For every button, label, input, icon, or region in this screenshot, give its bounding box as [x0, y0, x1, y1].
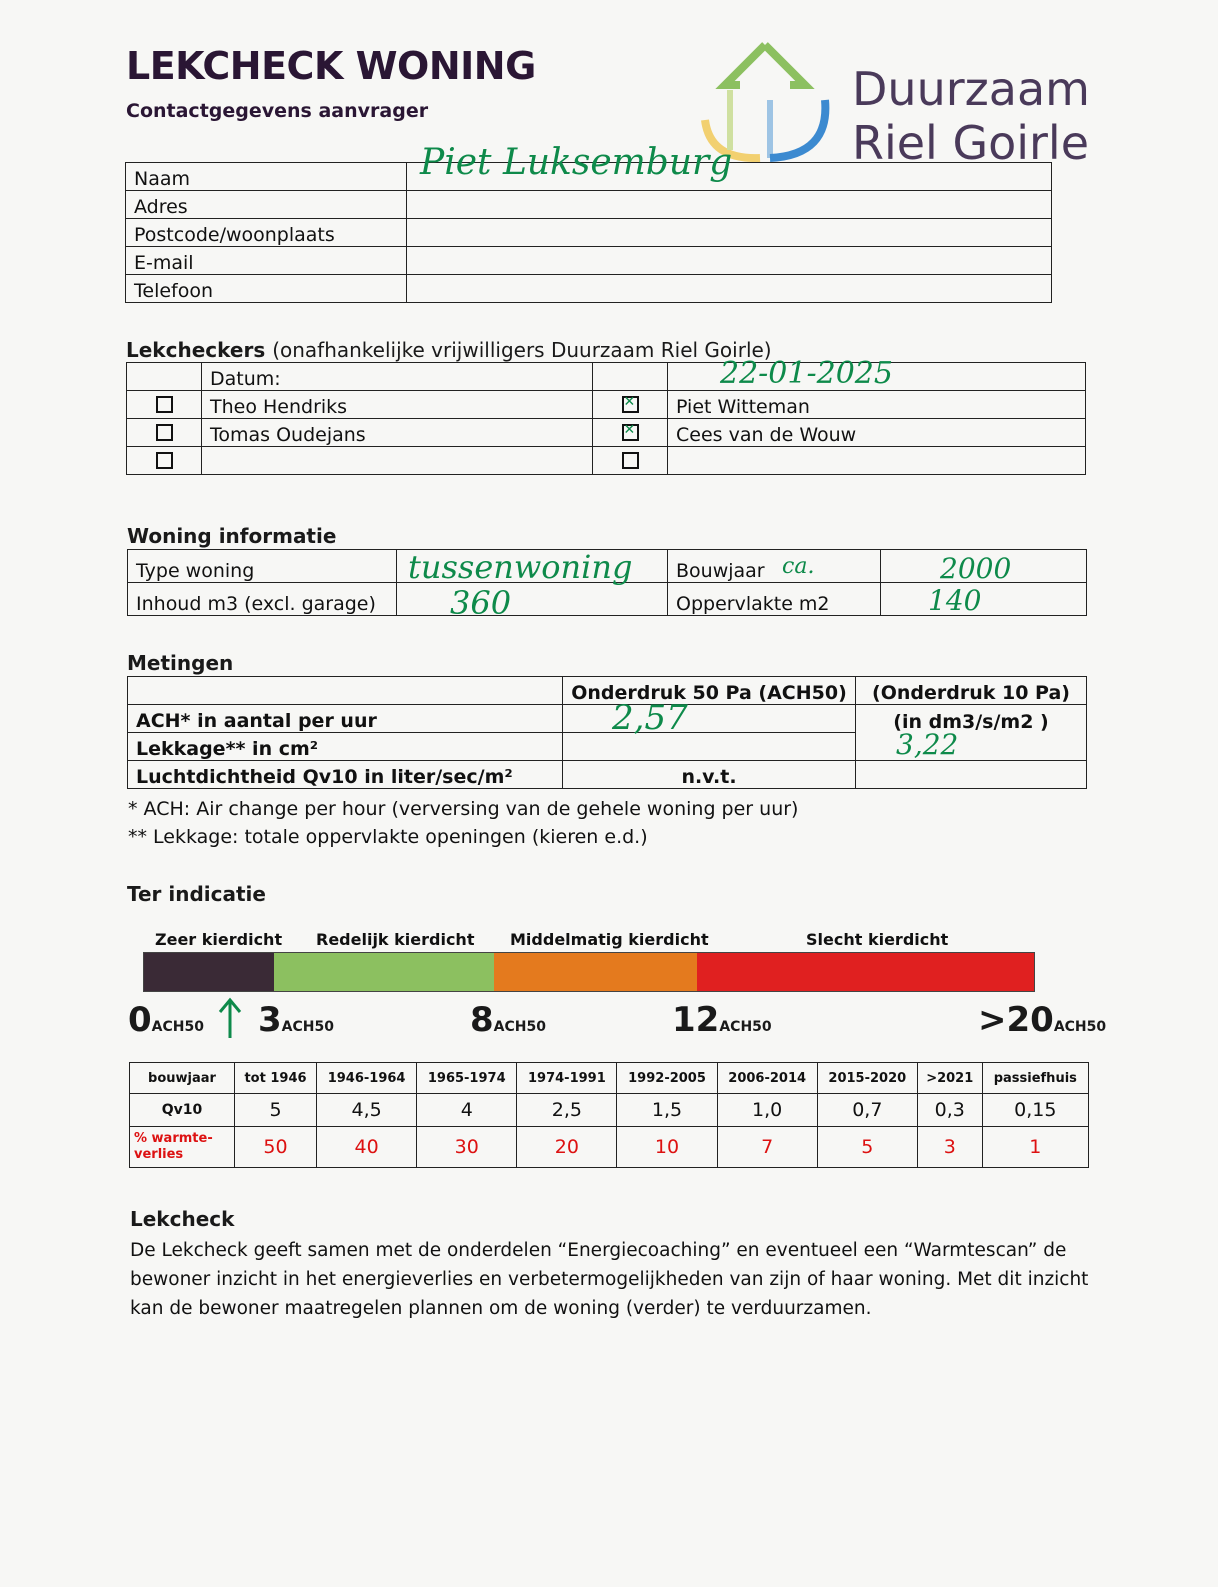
scale-20plus: >20ACH50	[978, 1000, 1107, 1040]
inhoud-value-cell[interactable]	[397, 583, 668, 616]
qv-cell: 2,5	[517, 1094, 617, 1127]
email-value-cell[interactable]	[407, 247, 1052, 275]
label-email: E-mail	[126, 247, 407, 275]
bouwjaar-mark-handwritten: ca.	[782, 554, 815, 579]
col-onderdruk-50: Onderdruk 50 Pa (ACH50)	[563, 677, 856, 705]
checkbox-cees[interactable]	[622, 424, 639, 441]
checkbox-extra-left[interactable]	[156, 452, 173, 469]
scale-0: 0ACH50	[128, 1000, 204, 1040]
lekcheck-paragraph: De Lekcheck geeft samen met de onderdelen “Energiecoaching” en eventueel een “Warmtescan” de bewoner inzicht in het energieverlies en verbetermogelijkheden van zijn of haar woning. Met dit inzicht kan de bewoner maatregelen plannen om de woning (verder) te verduurzamen.	[130, 1240, 1089, 1319]
page-title: LEKCHECK WONING	[126, 44, 536, 88]
checkers-heading	[126, 338, 772, 362]
ach-label: ACH* in aantal per uur	[128, 705, 563, 733]
lekkage-label: Lekkage** in cm²	[128, 733, 563, 761]
qv-header: 1974-1991	[517, 1063, 617, 1094]
checkers-heading-title: Lekcheckers	[126, 338, 266, 362]
luchtdichtheid-value: n.v.t.	[563, 761, 856, 789]
scale-8: 8ACH50	[470, 1000, 546, 1040]
logo-text-duurzaam: Duurzaam	[852, 62, 1090, 116]
band-label-zeer: Zeer kierdicht	[155, 930, 283, 949]
telefoon-value-cell[interactable]	[407, 275, 1052, 303]
bouwjaar-label: Bouwjaar	[668, 550, 881, 583]
qv-header: passiefhuis	[982, 1063, 1088, 1094]
qv-header: 2006-2014	[717, 1063, 817, 1094]
inhoud-handwritten: 360	[450, 584, 512, 622]
scale-3: 3ACH50	[258, 1000, 334, 1040]
loss-cell: 50	[235, 1127, 317, 1168]
loss-cell: 5	[817, 1127, 917, 1168]
oppervlakte-handwritten: 140	[928, 584, 982, 617]
checker-theo: Theo Hendriks	[202, 391, 593, 419]
loss-row-label: % warmte-verlies	[130, 1127, 235, 1168]
checker-piet: Piet Witteman	[668, 391, 1086, 419]
label-postcode: Postcode/woonplaats	[126, 219, 407, 247]
lekcheck-heading: Lekcheck	[130, 1207, 235, 1231]
checkbox-extra-right[interactable]	[622, 452, 639, 469]
checkbox-tomas[interactable]	[156, 424, 173, 441]
handwritten-arrow-icon	[216, 996, 244, 1040]
checker-tomas: Tomas Oudejans	[202, 419, 593, 447]
band-middelmatig-kierdicht	[494, 953, 697, 991]
loss-cell: 1	[982, 1127, 1088, 1168]
qv-cell: 0,15	[982, 1094, 1088, 1127]
type-woning-handwritten: tussenwoning	[408, 548, 633, 586]
luchtdichtheid-label: Luchtdichtheid Qv10 in liter/sec/m²	[128, 761, 563, 789]
label-telefoon: Telefoon	[126, 275, 407, 303]
ach-handwritten: 2,57	[612, 698, 688, 738]
logo-text-riel-goirle: Riel Goirle	[852, 116, 1090, 170]
checker-extra-right[interactable]	[668, 447, 1086, 475]
loss-cell: 20	[517, 1127, 617, 1168]
qv-header: 2015-2020	[817, 1063, 917, 1094]
loss-cell: 10	[617, 1127, 717, 1168]
qv-header: 1946-1964	[317, 1063, 417, 1094]
checkers-heading-note: (onafhankelijke vrijwilligers Duurzaam Riel Goirle)	[272, 338, 772, 362]
checkers-table	[126, 362, 1086, 475]
qv-row-label: Qv10	[130, 1094, 235, 1127]
indicatie-color-bar	[143, 952, 1035, 992]
qv-cell: 4	[417, 1094, 517, 1127]
scale-12: 12ACH50	[672, 1000, 772, 1040]
label-adres: Adres	[126, 191, 407, 219]
oppervlakte-value-cell[interactable]	[881, 583, 1087, 616]
qv-cell: 0,3	[917, 1094, 982, 1127]
postcode-value-cell[interactable]	[407, 219, 1052, 247]
footnote-lekkage: ** Lekkage: totale oppervlakte openingen (kieren e.d.)	[128, 826, 648, 848]
band-slecht-kierdicht	[697, 953, 1034, 991]
qv-header: >2021	[917, 1063, 982, 1094]
qv-cell: 1,0	[717, 1094, 817, 1127]
inhoud-label: Inhoud m3 (excl. garage)	[128, 583, 397, 616]
qv-cell: 4,5	[317, 1094, 417, 1127]
type-woning-label: Type woning	[128, 550, 397, 583]
qv-cell: 0,7	[817, 1094, 917, 1127]
col-onderdruk-10-unit: (in dm3/s/m2 )	[856, 705, 1087, 733]
col-onderdruk-10: (Onderdruk 10 Pa)	[856, 677, 1087, 705]
loss-cell: 40	[317, 1127, 417, 1168]
band-zeer-kierdicht	[144, 953, 274, 991]
band-label-middelmatig: Middelmatig kierdicht	[510, 930, 709, 949]
label-naam: Naam	[126, 163, 407, 191]
loss-cell: 30	[417, 1127, 517, 1168]
loss-cell: 3	[917, 1127, 982, 1168]
ach-value-cell[interactable]	[563, 705, 856, 733]
qv-header: 1965-1974	[417, 1063, 517, 1094]
page-subtitle: Contactgegevens aanvrager	[126, 100, 429, 122]
naam-handwritten: Piet Luksemburg	[420, 142, 733, 183]
footnote-ach: * ACH: Air change per hour (verversing van de gehele woning per uur)	[128, 798, 799, 820]
band-redelijk-kierdicht	[274, 953, 494, 991]
qv-header-bouwjaar: bouwjaar	[130, 1063, 235, 1094]
checkbox-piet[interactable]	[622, 396, 639, 413]
loss-cell: 7	[717, 1127, 817, 1168]
bouwjaar-handwritten: 2000	[940, 552, 1012, 585]
qv-header: tot 1946	[235, 1063, 317, 1094]
qv-cell: 5	[235, 1094, 317, 1127]
datum-label: Datum:	[202, 363, 593, 391]
woning-heading: Woning informatie	[127, 524, 337, 548]
qv-header: 1992-2005	[617, 1063, 717, 1094]
oppervlakte-label: Oppervlakte m2	[668, 583, 881, 616]
datum-handwritten: 22-01-2025	[720, 356, 893, 391]
qv-cell: 1,5	[617, 1094, 717, 1127]
metingen-heading: Metingen	[127, 651, 234, 675]
band-label-slecht: Slecht kierdicht	[806, 930, 949, 949]
contact-table	[125, 162, 1052, 303]
indicatie-heading: Ter indicatie	[127, 882, 266, 906]
qv-table	[129, 1062, 1089, 1168]
checker-cees: Cees van de Wouw	[668, 419, 1086, 447]
lekkage-handwritten: 3,22	[896, 728, 959, 761]
checkbox-theo[interactable]	[156, 396, 173, 413]
lekkage-10pa-cell[interactable]	[856, 733, 1087, 761]
adres-value-cell[interactable]	[407, 191, 1052, 219]
checker-extra-left[interactable]	[202, 447, 593, 475]
band-label-redelijk: Redelijk kierdicht	[316, 930, 475, 949]
lekkage-value-cell[interactable]	[563, 733, 856, 761]
